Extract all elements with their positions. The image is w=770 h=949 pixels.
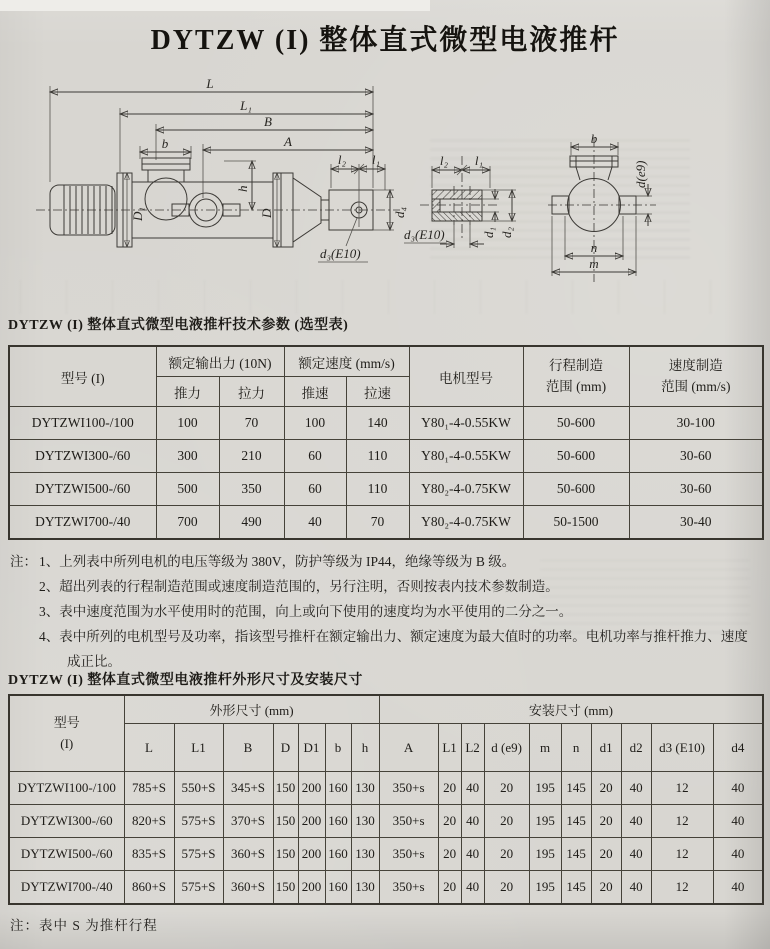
value-cell: 30-100 <box>629 407 763 440</box>
value-cell: 200 <box>298 871 325 905</box>
dim-col-D: D <box>273 724 298 772</box>
spec-col-stroke-range <box>523 346 629 407</box>
model-header-line1: 型号 <box>53 715 80 731</box>
dim-row <box>9 772 763 805</box>
value-cell: 12 <box>651 805 713 838</box>
value-cell: 40 <box>461 838 484 871</box>
model-cell: DYTZWI300-/60 <box>9 440 156 473</box>
dimension-table <box>8 694 764 905</box>
dim-label-l2: l₂ <box>439 153 449 168</box>
value-cell: 140 <box>346 407 409 440</box>
model-cell: DYTZWI300-/60 <box>9 805 124 838</box>
value-cell: 160 <box>325 805 351 838</box>
model-cell: DYTZWI100-/100 <box>9 407 156 440</box>
value-cell: 150 <box>273 772 298 805</box>
dim-label-D1: D₁ <box>130 207 145 221</box>
value-cell: 300 <box>156 440 219 473</box>
value-cell: 195 <box>529 871 561 905</box>
dim-label-d3: d₃(E10) <box>404 227 445 242</box>
value-cell: 490 <box>219 506 284 540</box>
value-cell: 360+S <box>223 838 273 871</box>
dim-row <box>9 805 763 838</box>
value-cell: 12 <box>651 772 713 805</box>
value-cell: 60 <box>284 473 346 506</box>
note-item: 4、表中所列的电机型号及功率，指该型号推杆在额定输出力、额定速度为最大值时的功率。电机功率与推杆推力、速度成正比。 <box>39 629 748 669</box>
value-cell: 575+S <box>174 805 223 838</box>
value-cell: 350+s <box>379 805 438 838</box>
dim-label-A: A <box>284 134 292 149</box>
value-cell: 12 <box>651 871 713 905</box>
value-cell: 20 <box>591 805 621 838</box>
value-cell: 195 <box>529 838 561 871</box>
dim-col-B: B <box>223 724 273 772</box>
value-cell: 350+s <box>379 772 438 805</box>
value-cell: 860+S <box>124 871 174 905</box>
dim-col-h: h <box>351 724 379 772</box>
value-cell: 40 <box>461 805 484 838</box>
spec-col-rated-speed-group: 额定速度 (mm/s) <box>284 346 409 377</box>
dim-col-L1-install: L1 <box>438 724 461 772</box>
spec-row <box>9 440 763 473</box>
value-cell: 40 <box>284 506 346 540</box>
spec-col-speed-range <box>629 346 763 407</box>
value-cell: 100 <box>284 407 346 440</box>
dim-col-m: m <box>529 724 561 772</box>
value-cell: 40 <box>713 772 763 805</box>
value-cell: 575+S <box>174 871 223 905</box>
stroke-range-line1: 行程制造 <box>549 357 603 373</box>
stroke-footnote: 注：表中 S 为推杆行程 <box>10 918 158 933</box>
value-cell: 40 <box>461 871 484 905</box>
dim-label-b: b <box>590 131 598 146</box>
value-cell: 100 <box>156 407 219 440</box>
dim-label-d1: d₁ <box>481 226 496 238</box>
dim-col-d-e9: d (e9) <box>484 724 529 772</box>
dim-label-n: n <box>590 240 598 255</box>
notes-prefix: 注： <box>10 554 37 569</box>
value-cell: 20 <box>591 838 621 871</box>
value-cell: 20 <box>438 871 461 905</box>
value-cell: 40 <box>621 805 651 838</box>
dim-col-d2: d2 <box>621 724 651 772</box>
spec-row <box>9 473 763 506</box>
value-cell: 160 <box>325 871 351 905</box>
dim-col-L1: L1 <box>174 724 223 772</box>
value-cell: 20 <box>484 871 529 905</box>
dim-col-outline-group: 外形尺寸 (mm) <box>124 695 379 724</box>
dim-label-l1: l₁ <box>371 152 381 167</box>
value-cell: 40 <box>713 805 763 838</box>
value-cell: 350+s <box>379 838 438 871</box>
value-cell: 200 <box>298 772 325 805</box>
spec-col-pull-speed: 拉速 <box>346 377 409 407</box>
dim-label-de9: d(e9) <box>633 160 648 188</box>
value-cell: 50-600 <box>523 473 629 506</box>
value-cell: 145 <box>561 805 591 838</box>
value-cell: 40 <box>713 871 763 905</box>
value-cell: 345+S <box>223 772 273 805</box>
value-cell: 835+S <box>124 838 174 871</box>
value-cell: 820+S <box>124 805 174 838</box>
note-item: 2、超出列表的行程制造范围或速度制造范围的，另行注明，否则按表内技术参数制造。 <box>39 579 559 594</box>
dim-label-b: b <box>161 136 169 151</box>
value-cell: 785+S <box>124 772 174 805</box>
value-cell: 575+S <box>174 838 223 871</box>
value-cell: 130 <box>351 805 379 838</box>
value-cell: 20 <box>484 838 529 871</box>
value-cell: 30-40 <box>629 506 763 540</box>
spec-row <box>9 506 763 540</box>
value-cell: 12 <box>651 838 713 871</box>
motor-cell: Y80₂-4-0.75KW <box>409 506 523 540</box>
dim-label-D: D <box>259 208 274 218</box>
side-view-drawing <box>28 72 408 272</box>
spec-col-model: 型号 (I) <box>9 346 156 407</box>
dim-col-d4: d4 <box>713 724 763 772</box>
value-cell: 130 <box>351 772 379 805</box>
value-cell: 110 <box>346 440 409 473</box>
value-cell: 130 <box>351 838 379 871</box>
dim-col-model <box>9 695 124 772</box>
spec-col-push-speed: 推速 <box>284 377 346 407</box>
spec-table <box>8 345 764 540</box>
speed-range-line2: 范围 (mm/s) <box>661 378 731 394</box>
value-cell: 150 <box>273 838 298 871</box>
model-header-line2: (I) <box>60 735 74 751</box>
dim-col-A: A <box>379 724 438 772</box>
motor-cell: Y80₁-4-0.55KW <box>409 407 523 440</box>
value-cell: 360+S <box>223 871 273 905</box>
dim-table-caption: DYTZW (I) 整体直式微型电液推杆外形尺寸及安装尺寸 <box>8 673 363 688</box>
value-cell: 160 <box>325 772 351 805</box>
value-cell: 20 <box>438 772 461 805</box>
value-cell: 40 <box>621 838 651 871</box>
value-cell: 20 <box>484 805 529 838</box>
value-cell: 200 <box>298 838 325 871</box>
dim-row <box>9 871 763 905</box>
spec-row <box>9 407 763 440</box>
value-cell: 200 <box>298 805 325 838</box>
page-title: DYTZW (I) 整体直式微型电液推杆 <box>150 25 620 56</box>
value-cell: 145 <box>561 838 591 871</box>
value-cell: 145 <box>561 871 591 905</box>
value-cell: 60 <box>284 440 346 473</box>
dim-col-L2: L2 <box>461 724 484 772</box>
value-cell: 500 <box>156 473 219 506</box>
dim-col-b: b <box>325 724 351 772</box>
value-cell: 550+S <box>174 772 223 805</box>
speed-range-line1: 速度制造 <box>668 357 723 373</box>
dim-col-d3-E10: d3 (E10) <box>651 724 713 772</box>
engineering-drawings <box>0 68 770 308</box>
value-cell: 20 <box>591 871 621 905</box>
value-cell: 70 <box>219 407 284 440</box>
value-cell: 50-600 <box>523 440 629 473</box>
value-cell: 350+s <box>379 871 438 905</box>
dim-label-m: m <box>589 256 599 271</box>
value-cell: 195 <box>529 772 561 805</box>
value-cell: 210 <box>219 440 284 473</box>
rod-end-section-drawing <box>402 126 552 274</box>
value-cell: 160 <box>325 838 351 871</box>
scan-margin <box>0 0 430 11</box>
spec-table-caption: DYTZW (I) 整体直式微型电液推杆技术参数 (选型表) <box>8 318 349 333</box>
note-item: 3、表中速度范围为水平使用时的范围，向上或向下使用的速度均为水平使用的二分之一。 <box>39 604 573 619</box>
value-cell: 50-1500 <box>523 506 629 540</box>
dim-label-h: h <box>235 185 250 192</box>
spec-col-push-force: 推力 <box>156 377 219 407</box>
spec-col-pull-force: 拉力 <box>219 377 284 407</box>
model-cell: DYTZWI700-/40 <box>9 871 124 905</box>
model-cell: DYTZWI500-/60 <box>9 838 124 871</box>
value-cell: 130 <box>351 871 379 905</box>
notes-block <box>10 549 758 674</box>
value-cell: 20 <box>484 772 529 805</box>
dim-row <box>9 838 763 871</box>
value-cell: 150 <box>273 871 298 905</box>
dim-label-d3: d₃(E10) <box>320 246 361 261</box>
dim-label-l1: l₁ <box>474 153 484 168</box>
dim-label-d4: d₄ <box>392 206 407 218</box>
motor-cell: Y80₁-4-0.55KW <box>409 440 523 473</box>
dim-label-l2: l₂ <box>337 152 347 167</box>
dim-label-L1: L₁ <box>240 98 252 113</box>
value-cell: 145 <box>561 772 591 805</box>
dim-label-B: B <box>264 114 272 129</box>
value-cell: 70 <box>346 506 409 540</box>
model-cell: DYTZWI500-/60 <box>9 473 156 506</box>
value-cell: 40 <box>621 871 651 905</box>
value-cell: 20 <box>438 838 461 871</box>
dim-col-n: n <box>561 724 591 772</box>
value-cell: 40 <box>713 838 763 871</box>
dim-label-d2: d₂ <box>499 226 514 238</box>
spec-col-motor: 电机型号 <box>409 346 523 407</box>
value-cell: 50-600 <box>523 407 629 440</box>
value-cell: 110 <box>346 473 409 506</box>
value-cell: 20 <box>591 772 621 805</box>
value-cell: 30-60 <box>629 473 763 506</box>
dim-col-install-group: 安装尺寸 (mm) <box>379 695 763 724</box>
value-cell: 20 <box>438 805 461 838</box>
value-cell: 700 <box>156 506 219 540</box>
value-cell: 195 <box>529 805 561 838</box>
motor-cell: Y80₂-4-0.75KW <box>409 473 523 506</box>
stroke-range-line2: 范围 (mm) <box>545 378 607 394</box>
dim-label-L: L <box>206 76 214 91</box>
dim-col-L: L <box>124 724 174 772</box>
value-cell: 30-60 <box>629 440 763 473</box>
model-cell: DYTZWI100-/100 <box>9 772 124 805</box>
note-item: 1、上列表中所列电机的电压等级为 380V，防护等级为 IP44，绝缘等级为 B 级。 <box>39 554 516 569</box>
value-cell: 350 <box>219 473 284 506</box>
spec-col-rated-force-group: 额定输出力 (10N) <box>156 346 284 377</box>
value-cell: 370+S <box>223 805 273 838</box>
end-view-drawing <box>548 116 660 292</box>
value-cell: 40 <box>621 772 651 805</box>
model-cell: DYTZWI700-/40 <box>9 506 156 540</box>
value-cell: 40 <box>461 772 484 805</box>
dim-col-d1: d1 <box>591 724 621 772</box>
value-cell: 150 <box>273 805 298 838</box>
dim-col-D1: D1 <box>298 724 325 772</box>
